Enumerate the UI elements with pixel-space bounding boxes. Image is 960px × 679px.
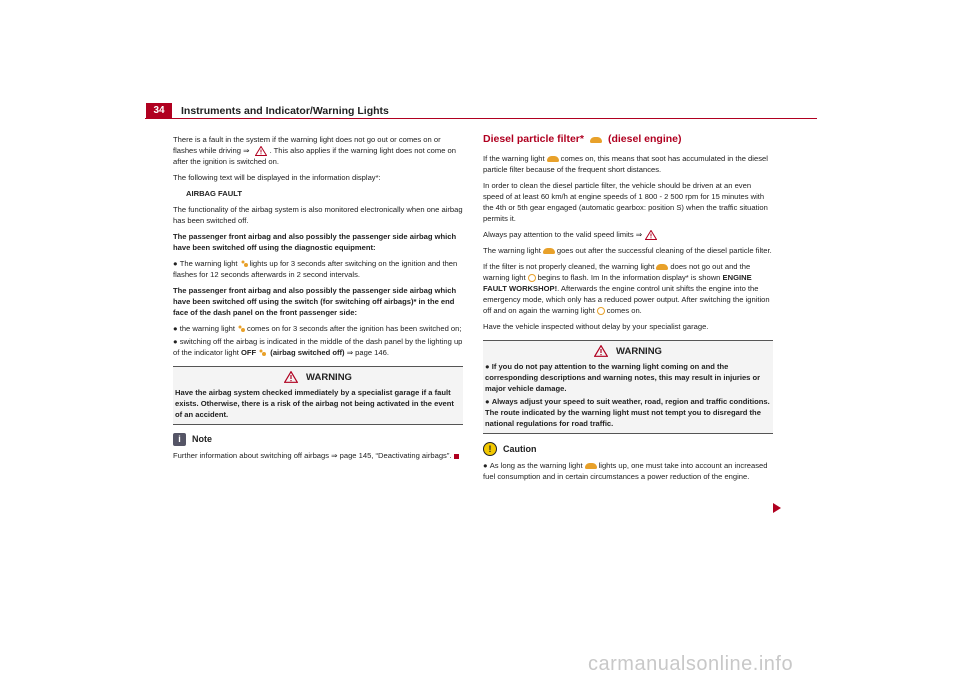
subheading: The passenger front airbag and also possibly the passenger side airbag which have been switched off using the diagnostic equipment:	[173, 232, 457, 252]
paragraph: Always pay attention to the valid speed limits ⇒	[483, 229, 773, 240]
display-text: AIRBAG FAULT	[186, 189, 242, 198]
paragraph: There is a fault in the system if the warning light does not go out or comes on or flashes while driving ⇒ . This also applies if the warning light does not come on after the ignition is switched on.	[173, 135, 456, 166]
warning-list-item: ● Always adjust your speed to suit weather, road, region and traffic conditions. The route indicated by the warning light must not tempt you to disregard the national regulations for road traffic.	[485, 397, 770, 428]
warning-triangle-icon	[284, 371, 298, 383]
caution-text: ● As long as the warning light lights up, one must take into account an increased fuel consumption and in certain circumstances a power reduction of the engine.	[483, 461, 768, 481]
page-number: 34	[146, 103, 172, 118]
dpf-warning-light-icon	[585, 463, 597, 469]
paragraph: The following text will be displayed in the information display*:	[173, 173, 381, 182]
warning-triangle-icon	[645, 230, 657, 240]
page-header-title: Instruments and Indicator/Warning Lights	[181, 105, 389, 117]
warning-box	[173, 366, 463, 425]
dpf-warning-light-icon	[590, 137, 602, 143]
caution-heading: ! Caution	[483, 442, 773, 456]
paragraph: If the warning light comes on, this means that soot has accumulated in the diesel particle filter because of the frequent short distances.	[483, 154, 768, 174]
paragraph: The functionality of the airbag system is also monitored electronically when one airbag has been switched off.	[173, 205, 463, 225]
warning-triangle-icon	[594, 345, 608, 357]
warning-box	[483, 340, 773, 434]
off-indicator: OFF	[240, 348, 257, 357]
list-item: ● switching off the airbag is indicated in the middle of the dash panel by the lighting up of the indicator light OFF (airbag switched off) ⇒ page 146.	[173, 337, 463, 357]
note-heading: i Note	[173, 433, 463, 446]
paragraph: Have the vehicle inspected without delay by your specialist garage.	[483, 322, 709, 331]
paragraph: If the filter is not properly cleaned, the warning light does not go out and the warning light begins to flash. Im In the information display* is shown ENGINE FAULT WORKSHOP!. Afterwards the engine control unit shifts the engine into the emergency mode, which only has a reduced power output. After switching the ignition off and on again the warning light comes on.	[483, 262, 770, 315]
warning-list-item: ● If you do not pay attention to the warning light coming on and the corresponding descriptions and warning notes, this may result in injuries or major vehicle damage.	[485, 362, 761, 393]
warning-text: Have the airbag system checked immediately by a specialist garage if a fault exists. Otherwise, there is a risk of the airbag not being activated in the event of an accident.	[175, 388, 454, 419]
list-item: ● the warning light comes on for 3 seconds after the ignition has been switched on;	[173, 324, 462, 333]
watermark: carmanualsonline.info	[588, 653, 794, 675]
header-rule	[145, 118, 817, 119]
right-column	[483, 134, 773, 487]
dpf-warning-light-icon	[547, 156, 559, 162]
left-column	[173, 134, 463, 466]
warning-heading: WARNING	[175, 371, 461, 383]
warning-triangle-icon	[255, 146, 267, 156]
dpf-warning-light-icon	[543, 248, 555, 254]
dpf-warning-light-icon	[656, 264, 668, 270]
subheading: The passenger front airbag and also possibly the passenger side airbag which have been switched off using the switch (for switching off airbags)* in the end face of the dash panel on the front passenger side:	[173, 286, 457, 317]
list-item: ● The warning light lights up for 3 seconds after switching on the ignition and then flashes for 12 seconds afterwards in 2 second intervals.	[173, 259, 458, 279]
paragraph: In order to clean the diesel particle filter, the vehicle should be driven at an even speed of at least 60 km/h at engine speeds of 1 800 - 2 500 rpm for 15 minutes with the 4th or 5th gear engaged (automatic gearbox: position S) when the traffic situation permits it.	[483, 181, 768, 223]
airbag-icon	[237, 325, 245, 333]
paragraph: The warning light goes out after the successful cleaning of the diesel particle filter.	[483, 246, 772, 255]
airbag-off-icon	[258, 349, 266, 357]
preglow-light-icon	[528, 274, 536, 282]
end-marker-icon	[454, 454, 459, 459]
note-icon: i	[173, 433, 186, 446]
warning-heading: WARNING	[485, 345, 771, 357]
note-text: Further information about switching off airbags ⇒ page 145, “Deactivating airbags”.	[173, 450, 463, 461]
preglow-light-icon	[597, 307, 605, 315]
airbag-icon	[240, 260, 248, 268]
continue-arrow-icon	[773, 503, 781, 513]
section-title: Diesel particle filter* (diesel engine)	[483, 133, 682, 145]
caution-icon: !	[483, 442, 497, 456]
